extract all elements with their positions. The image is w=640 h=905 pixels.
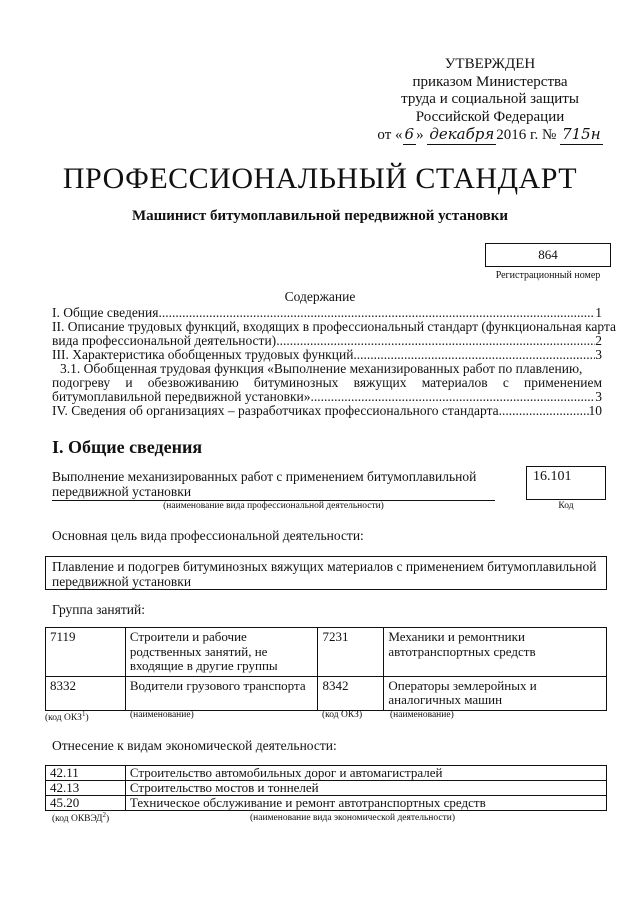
occupation-name-caption: (наименование) <box>130 710 194 720</box>
okved-name-caption: (наименование вида экономической деятельности) <box>250 813 455 823</box>
okved-code: 42.13 <box>46 781 126 796</box>
okved-name: Строительство автомобильных дорог и автомагистралей <box>125 766 606 781</box>
okved-label: Отнесение к видам экономической деятельности: <box>52 738 337 753</box>
okz-code: 7119 <box>46 628 126 677</box>
activity-code: 16.101 <box>526 466 606 500</box>
table-of-contents <box>52 305 617 418</box>
toc-item[interactable]: II. Описание трудовых функций, входящих в профессиональный стандарт (функциональная карта вида профессиональной деятельности) ..... 2 <box>52 320 602 348</box>
occupation-name: Водители грузового транспорта <box>125 676 318 710</box>
approval-year: 2016 г. № <box>496 127 557 143</box>
okved-table <box>45 765 607 811</box>
toc-item[interactable]: IV. Сведения об организациях – разработчиках профессионального стандарта ..... 10 <box>52 404 602 418</box>
group-label: Группа занятий: <box>52 602 145 617</box>
section-heading: I. Общие сведения <box>52 437 203 457</box>
table-row <box>46 676 607 710</box>
table-row <box>46 781 607 796</box>
table-row <box>46 766 607 781</box>
table-row <box>46 628 607 677</box>
approval-status: УТВЕРЖДЕН <box>444 56 536 72</box>
toc-item[interactable]: III. Характеристика обобщенных трудовых функций ..... 3 <box>52 348 602 362</box>
okz-code-caption: (код ОКЗ$^1$) <box>45 710 89 724</box>
approval-country: Российской Федерации <box>415 108 565 125</box>
standard-name: Машинист битумоплавильной передвижной установки <box>131 208 509 224</box>
occupation-name: Строители и рабочие родственных занятий, не входящие в другие группы <box>125 628 318 677</box>
occupation-name: Механики и ремонтники автотранспортных средств <box>384 628 607 677</box>
goal-label: Основная цель вида профессиональной деятельности: <box>52 528 364 543</box>
approval-block <box>370 56 610 145</box>
registration-label: Регистрационный номер <box>495 270 601 281</box>
table-row <box>46 796 607 811</box>
occupations-table <box>45 627 607 711</box>
occupation-name: Операторы землеройных и аналогичных машин <box>384 676 607 710</box>
registration-number: 864 <box>485 243 611 267</box>
goal-box: Плавление и подогрев битуминозных вяжущих материалов с применением битумоплавильной передвижной установки <box>45 556 607 590</box>
approval-ministry: труда и социальной защиты <box>401 91 579 107</box>
okved-code: 42.11 <box>46 766 126 781</box>
approval-month: декабря <box>429 125 495 143</box>
activity-kind-caption: (наименование вида профессиональной деятельности) <box>163 501 384 511</box>
okved-name: Строительство мостов и тоннелей <box>125 781 606 796</box>
occupation-name-caption: (наименование) <box>390 710 454 720</box>
activity-kind: Выполнение механизированных работ с применением битумоплавильной передвижной установки <box>52 469 477 499</box>
okz-code: 8332 <box>46 676 126 710</box>
approval-order: приказом Министерства <box>412 73 568 90</box>
activity-code-caption: Код <box>558 501 574 511</box>
toc-title: Содержание <box>284 289 356 304</box>
okved-code-caption: (код ОКВЭД$^2$) <box>52 811 110 825</box>
toc-item[interactable]: 3.1. Обобщенная трудовая функция «Выполнение механизированных работ по плавлению, подогреву и обезвоживанию битуминозных вяжущих материалов с применением битумоплавильной передвижной установки» ..... 3 <box>52 362 602 404</box>
approval-date-number: от « 6 » декабря 2016 г. № 715н <box>377 125 601 143</box>
okz-code-caption: (код ОКЗ) <box>322 710 363 720</box>
toc-item[interactable]: I. Общие сведения ..... 1 <box>52 306 602 320</box>
approval-day: 6 <box>404 125 415 143</box>
okved-code: 45.20 <box>46 796 126 811</box>
okz-code: 8342 <box>318 676 384 710</box>
okz-code: 7231 <box>318 628 384 677</box>
approval-number: 715н <box>562 125 601 143</box>
okved-name: Техническое обслуживание и ремонт автотранспортных средств <box>125 796 606 811</box>
page-title: ПРОФЕССИОНАЛЬНЫЙ СТАНДАРТ <box>62 162 578 195</box>
